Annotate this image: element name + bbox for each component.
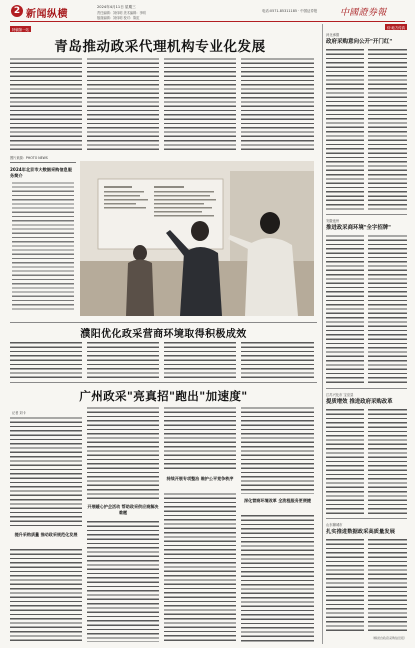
section-number: 2 bbox=[13, 6, 21, 16]
item4-headline: 扎实推进数据政采高质量发展 bbox=[326, 529, 395, 535]
story3-col-4b bbox=[241, 514, 314, 642]
story3-col-2a bbox=[87, 406, 159, 500]
story3-col-1a bbox=[10, 416, 82, 528]
story3-reporter: 记者 刘卡 bbox=[12, 411, 26, 415]
sidebar-body bbox=[12, 181, 74, 311]
masthead-rule bbox=[10, 21, 405, 22]
item1-place: 河北承德 bbox=[326, 33, 340, 37]
column-footer: （辑录自政府采购信息报） bbox=[370, 636, 407, 640]
item1-body-b bbox=[368, 48, 407, 210]
photo-caption: 图片来源：PHOTO NEWS bbox=[10, 156, 48, 160]
story2-col-1 bbox=[10, 341, 82, 378]
lead-headline: 青岛推动政采代理机构专业化发展 bbox=[54, 39, 266, 55]
item2-body-a bbox=[326, 234, 364, 384]
item3-headline: 提质增效 推进政府采购改革 bbox=[326, 399, 393, 405]
subhead-1 bbox=[10, 532, 82, 538]
item4-body-b bbox=[368, 538, 407, 634]
item1-headline: 政府采购意向公开"开门红" bbox=[326, 39, 393, 45]
item4-place: 山东聊城市 bbox=[326, 523, 343, 527]
divider bbox=[326, 214, 407, 215]
photo-scene bbox=[80, 161, 314, 316]
subhead-4-text: 深化营商环境改革 全流程服务更便捷 bbox=[244, 498, 311, 503]
lead-body-col-3 bbox=[164, 57, 236, 151]
item1-body-a bbox=[326, 48, 364, 210]
lead-body-col-4 bbox=[241, 57, 314, 151]
masthead bbox=[0, 0, 415, 22]
story2-headline: 濮阳优化政采营商环境取得积极成效 bbox=[80, 329, 247, 340]
subhead-1-text: 提升采购质量 推动政采规范化发展 bbox=[14, 532, 78, 537]
subhead-2 bbox=[87, 504, 159, 516]
item2-headline: 推进政采商环境"全字招牌" bbox=[326, 225, 391, 231]
divider bbox=[326, 518, 407, 519]
story-guangzhou bbox=[10, 386, 317, 644]
story2-col-4 bbox=[241, 341, 314, 378]
sidebar-title: 2024年北京市大数据采购信息服务简介 bbox=[10, 167, 72, 178]
lead-body-col-1 bbox=[10, 57, 82, 151]
divider bbox=[10, 382, 317, 383]
right-column bbox=[326, 24, 407, 644]
story3-col-1b bbox=[10, 548, 82, 642]
story3-headline: 广州政采"亮真招"跑出"加速度" bbox=[79, 389, 248, 403]
lead-body-col-2 bbox=[87, 57, 159, 151]
story3-col-4a bbox=[241, 406, 314, 494]
item3-place: 江苏兴化市 宝应县 bbox=[326, 393, 354, 397]
story3-col-3b bbox=[164, 492, 236, 642]
column-label: 综·地方传真 bbox=[386, 25, 405, 30]
item4-body-a bbox=[326, 538, 364, 634]
item2-body-b bbox=[368, 234, 407, 384]
subhead-4 bbox=[241, 498, 314, 504]
story3-col-3a bbox=[164, 406, 236, 472]
date-line: 2024年4月11日 星期三 bbox=[97, 5, 136, 9]
item3-body-b bbox=[368, 408, 407, 514]
item3-body-a bbox=[326, 408, 364, 514]
divider bbox=[326, 388, 407, 389]
section-name: 新闻纵横 bbox=[26, 9, 68, 20]
divider bbox=[10, 322, 317, 323]
lead-photo bbox=[80, 161, 314, 316]
right-info: 电话:0571-85311185 · 中国证券报 bbox=[262, 9, 318, 13]
sub-line: 版面编辑：刘伟明 校对：陈虹 bbox=[97, 15, 140, 20]
section-number-badge bbox=[11, 5, 23, 17]
paper-logo: 中國證券報 bbox=[340, 8, 387, 18]
lead-story bbox=[10, 26, 317, 322]
subhead-2-text: 开展暖心护企活动 帮助政采供应商解决难题 bbox=[87, 504, 159, 515]
story3-col-2b bbox=[87, 520, 159, 642]
story-puyang bbox=[10, 325, 317, 380]
lead-sidebar bbox=[10, 162, 76, 313]
editor-line: 责任编辑：刘伟明 美术编辑：李明 bbox=[97, 11, 146, 15]
kicker-tag: 特稿第一站 bbox=[12, 27, 29, 32]
column-divider bbox=[322, 24, 323, 644]
story2-col-3 bbox=[164, 341, 236, 378]
subhead-3 bbox=[164, 476, 236, 482]
item2-place: 安徽池州 bbox=[326, 219, 340, 223]
story2-col-2 bbox=[87, 341, 159, 378]
subhead-3-text: 持续开展专项整治 维护公平竞争秩序 bbox=[166, 476, 234, 481]
